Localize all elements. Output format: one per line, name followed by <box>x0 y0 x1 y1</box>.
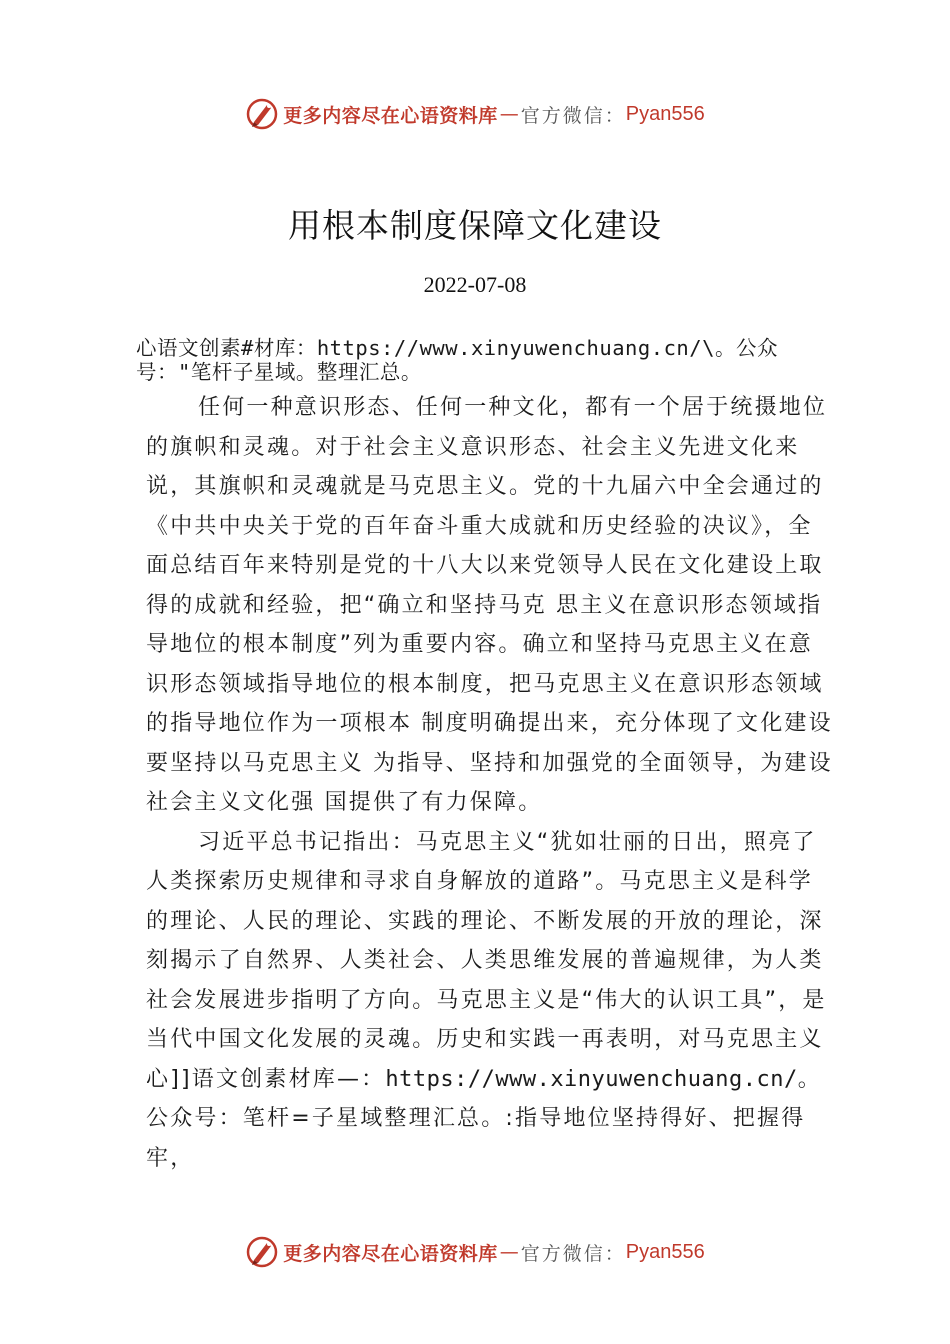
article-body <box>146 388 836 1178</box>
wechat-label: 官方微信： <box>520 1242 626 1265</box>
article-date: 2022-07-08 <box>423 272 527 297</box>
banner-dash: — <box>499 103 519 125</box>
footer-banner <box>0 1232 950 1272</box>
paragraph: 任何一种意识形态、任何一种文化，都有一个居于统摄地位的旗帜和灵魂。对于社会主义意识形态、社会主义先进文化来说，其旗帜和灵魂就是马克思主义。党的十九届六中全会通过的《中共中央关于党的百年奋斗重大成就和历史经验的决议》，全面总结百年来特别是党的十八大以来党领导人民在文化建设上取得的成就和经验，把“确立和坚持马克 思主义在意识形态领域指导地位的根本制度”列为重要内容。确立和坚持马克思主义在意识形态领域指导地位的根本制度，把马克思主义在意识形态领域的指导地位作为一项根本 制度明确提出来，充分体现了文化建设要坚持以马克思主义 为指导、坚持和加强党的全面领导，为建设社会主义文化强 国提供了有力保障。 <box>146 395 833 815</box>
paragraph <box>146 823 836 1179</box>
source-line: 心语文创素#材库：https://www.xinyuwenchuang.cn/\。公众号："笔杆子星域。整理汇总。 <box>136 336 778 384</box>
article-title: 用根本制度保障文化建设 <box>288 206 662 245</box>
site-slogan: 更多内容尽在心语资料库 <box>283 104 498 127</box>
site-slogan: 更多内容尽在心语资料库 <box>283 1242 498 1265</box>
paragraph-text: 习近平总书记指出：马克思主义“犹如壮丽的日出，照亮了人类探索历史规律和寻求自身解放的道路”。马克思主义是科学的理论、人民的理论、实践的理论、不断发展的开放的理论，深刻揭示了自然界、人类社会、人类思维发展的普遍规律，为人类社会发展进步指明了方向。马克思主义是“伟大的认识工具”，是当代中国文化发展的灵魂。历史和实践一再表明，对马克思主义心]]语文创素材库—： <box>146 829 827 1092</box>
pen-seal-logo-icon <box>245 1235 279 1269</box>
pen-seal-logo-icon <box>245 97 279 131</box>
wechat-id: Pyan556 <box>625 102 705 125</box>
wechat-label: 官方微信： <box>520 104 626 127</box>
banner-dash: — <box>499 1241 519 1263</box>
source-url: https://www.xinyuwenchuang.cn/ <box>385 1066 798 1092</box>
wechat-id: Pyan556 <box>625 1240 705 1263</box>
header-banner <box>0 94 950 134</box>
paragraph-tail: 。公众号：笔杆=子星域整理汇总。:指导地位坚持得好、把握得牢， <box>146 1066 822 1171</box>
